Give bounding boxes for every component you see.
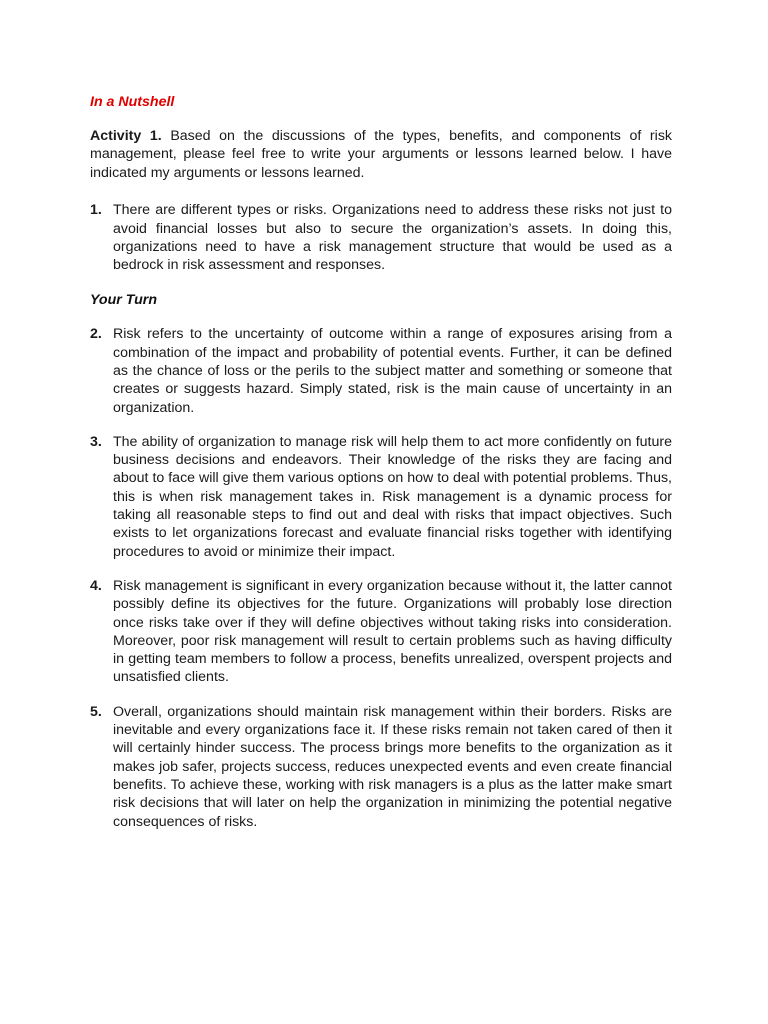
activity-instructions: Based on the discussions of the types, benefits, and components of risk management, please feel free to write your arguments or lessons learned below. I have indicated my arguments or lessons learned.	[90, 128, 673, 181]
list-item-text: The ability of organization to manage risk will help them to act more confidently on future business decisions and endeavors. Their knowledge of the risks they are facing and about to face will give them various options on how to deal with potential problems. Thus, this is when risk management takes in. Risk management is a dynamic process for taking all reasonable steps to find out and deal with risks that impact objectives. Such exists to let organizations forecast and evaluate financial risks together with identifying procedures to avoid or minimize their impact.	[113, 433, 672, 560]
list-item-5	[90, 703, 672, 831]
activity-label: Activity 1.	[90, 128, 162, 144]
list-item-4	[90, 577, 672, 687]
list-item-text: Risk refers to the uncertainty of outcome within a range of exposures arising from a combination of the impact and probability of potential events. Further, it can be defined as the chance of loss or the perils to the subject matter and something or someone that creates or suggests hazard. Simply stated, risk is the main cause of uncertainty in an organization.	[113, 326, 672, 416]
list-item-text: Overall, organizations should maintain risk management within their borders. Risks are inevitable and every organizations face it. If these risks remain not taken cared of then it will certainly hinder success. The process brings more benefits to the organization as it makes job safer, projects success, reduces unexpected events and even create financial benefits. To achieve these, working with risk managers is a plus as the latter make smart risk decisions that will later on help the organization in minimizing the potential negative consequences of risks.	[113, 703, 672, 830]
list-item-number: 5.	[90, 703, 102, 720]
list-item-number: 2.	[90, 326, 102, 343]
document-page	[90, 93, 672, 831]
list-item-text: Risk management is significant in every organization because without it, the latter cannot possibly define its objectives for the future. Organizations will probably lose direction once risks take over if they will define objectives without taking risks into consideration. Moreover, poor risk management will result to certain problems such as having difficulty in getting team members to follow a process, benefits unrealized, overspent projects and unsatisfied clients.	[113, 577, 672, 686]
list-item-number: 3.	[90, 433, 102, 450]
list-item-number: 4.	[90, 577, 102, 594]
activity-intro-paragraph	[90, 127, 672, 182]
list-item-number: 1.	[90, 202, 102, 219]
section-heading-nutshell: In a Nutshell	[90, 94, 175, 110]
section-heading-your-turn: Your Turn	[90, 292, 157, 309]
list-item-2	[90, 325, 672, 416]
list-item-text: There are different types or risks. Organizations need to address these risks not just to avoid financial losses but also to secure the organization’s assets. In doing this, organizations need to have a risk management structure that would be used as a bedrock in risk assessment and responses.	[113, 202, 672, 274]
list-item-1	[90, 201, 672, 274]
list-item-3	[90, 433, 672, 561]
